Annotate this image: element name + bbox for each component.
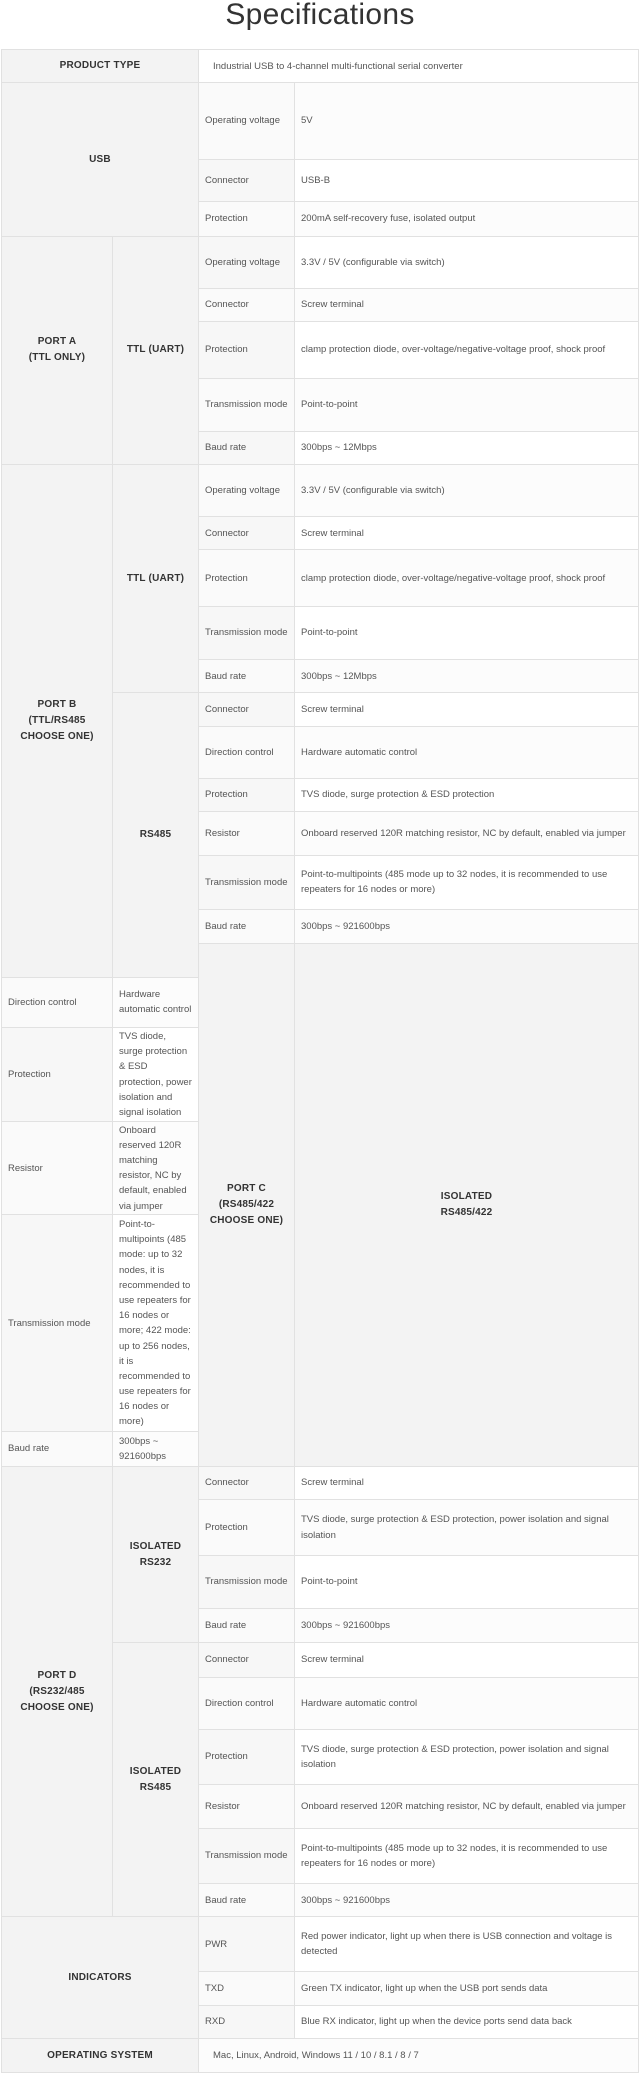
spec-value: Screw terminal: [295, 288, 639, 321]
spec-value: USB-B: [295, 159, 639, 202]
group-heading: TTL (UART): [113, 236, 199, 464]
spec-row: [2, 1917, 639, 1972]
spec-label: Protection: [199, 778, 295, 811]
spec-value: clamp protection diode, over-voltage/negative-voltage proof, shock proof: [295, 550, 639, 607]
spec-label: Connector: [199, 1643, 295, 1678]
spec-row: [2, 2039, 639, 2073]
spec-label: Baud rate: [199, 1883, 295, 1916]
spec-label: Transmission mode: [199, 378, 295, 431]
spec-label: Protection: [199, 321, 295, 378]
spec-label: Resistor: [199, 1785, 295, 1829]
spec-value: Red power indicator, light up when there is USB connection and voltage is detected: [295, 1917, 639, 1972]
spec-label: Transmission mode: [199, 607, 295, 660]
spec-value: Point-to-point: [295, 607, 639, 660]
spec-value: 300bps ~ 12Mbps: [295, 431, 639, 464]
spec-value: 300bps ~ 12Mbps: [295, 659, 639, 692]
spec-row: [2, 1466, 639, 1499]
spec-value: 300bps ~ 921600bps: [295, 1883, 639, 1916]
group-heading: PRODUCT TYPE: [2, 50, 199, 83]
spec-value: Green TX indicator, light up when the USB port sends data: [295, 1972, 639, 2005]
spec-label: Protection: [2, 1028, 113, 1122]
group-heading: PORT B (TTL/RS485 CHOOSE ONE): [2, 465, 113, 978]
spec-value: clamp protection diode, over-voltage/negative-voltage proof, shock proof: [295, 321, 639, 378]
spec-label: Protection: [199, 1500, 295, 1556]
group-heading: INDICATORS: [2, 1917, 199, 2039]
spec-value: Point-to-point: [295, 378, 639, 431]
spec-value: TVS diode, surge protection & ESD protection, power isolation and signal isolation: [295, 1500, 639, 1556]
spec-label: Protection: [199, 550, 295, 607]
group-heading: RS485: [113, 693, 199, 977]
spec-label: TXD: [199, 1972, 295, 2005]
spec-label: Operating voltage: [199, 465, 295, 517]
spec-value: 200mA self-recovery fuse, isolated output: [295, 202, 639, 237]
spec-value: Industrial USB to 4-channel multi-functional serial converter: [199, 50, 639, 83]
specifications-table: [1, 49, 639, 2073]
spec-row: [2, 83, 639, 159]
spec-label: Transmission mode: [2, 1215, 113, 1432]
spec-label: Transmission mode: [199, 1829, 295, 1884]
group-heading: ISOLATED RS232: [113, 1466, 199, 1643]
spec-label: Baud rate: [199, 659, 295, 692]
spec-label: Operating voltage: [199, 83, 295, 159]
spec-value: Point-to-point: [295, 1556, 639, 1609]
spec-value: Onboard reserved 120R matching resistor, NC by default, enabled via jumper: [295, 812, 639, 856]
spec-value: TVS diode, surge protection & ESD protection, power isolation and signal isolation: [113, 1028, 199, 1122]
spec-value: TVS diode, surge protection & ESD protection, power isolation and signal isolation: [295, 1729, 639, 1785]
spec-label: Baud rate: [199, 1608, 295, 1643]
spec-value: Point-to-multipoints (485 mode up to 32 nodes, it is recommended to use repeaters for 16 nodes or more): [295, 855, 639, 909]
spec-label: Direction control: [199, 1677, 295, 1729]
spec-value: Hardware automatic control: [295, 1677, 639, 1729]
spec-value: 300bps ~ 921600bps: [295, 1608, 639, 1643]
spec-label: Transmission mode: [199, 1556, 295, 1609]
spec-label: Baud rate: [2, 1432, 113, 1467]
spec-label: RXD: [199, 2005, 295, 2038]
spec-value: Onboard reserved 120R matching resistor, NC by default, enabled via jumper: [295, 1785, 639, 1829]
group-heading: PORT A (TTL ONLY): [2, 236, 113, 464]
spec-value: 5V: [295, 83, 639, 159]
spec-row: [2, 236, 639, 288]
spec-label: Connector: [199, 516, 295, 549]
spec-value: Point-to-multipoints (485 mode: up to 32 nodes, it is recommended to use repeaters for 16 nodes or more; 422 mode: up to 256 nodes, it is recommended to use repeaters for 16 nodes or more): [113, 1215, 199, 1432]
spec-value: Hardware automatic control: [295, 726, 639, 778]
spec-label: Operating voltage: [199, 236, 295, 288]
spec-row: [2, 465, 639, 517]
spec-label: Direction control: [2, 977, 113, 1028]
spec-label: Transmission mode: [199, 855, 295, 909]
spec-value: 3.3V / 5V (configurable via switch): [295, 465, 639, 517]
spec-label: Protection: [199, 202, 295, 237]
spec-value: Mac, Linux, Android, Windows 11 / 10 / 8.1 / 8 / 7: [199, 2039, 639, 2073]
spec-value: Screw terminal: [295, 1466, 639, 1499]
spec-value: Blue RX indicator, light up when the device ports send data back: [295, 2005, 639, 2038]
spec-label: Protection: [199, 1729, 295, 1785]
spec-value: 300bps ~ 921600bps: [295, 909, 639, 944]
spec-value: 300bps ~ 921600bps: [113, 1432, 199, 1467]
spec-value: Onboard reserved 120R matching resistor, NC by default, enabled via jumper: [113, 1121, 199, 1215]
spec-label: Connector: [199, 288, 295, 321]
group-heading: ISOLATED RS485/422: [295, 944, 639, 1467]
spec-label: PWR: [199, 1917, 295, 1972]
group-heading: TTL (UART): [113, 465, 199, 693]
spec-value: 3.3V / 5V (configurable via switch): [295, 236, 639, 288]
group-heading: ISOLATED RS485: [113, 1643, 199, 1917]
spec-label: Baud rate: [199, 431, 295, 464]
spec-label: Connector: [199, 693, 295, 726]
page-title: Specifications: [225, 0, 415, 31]
spec-value: Hardware automatic control: [113, 977, 199, 1028]
spec-label: Connector: [199, 159, 295, 202]
spec-value: Screw terminal: [295, 516, 639, 549]
spec-row: [2, 50, 639, 83]
spec-value: TVS diode, surge protection & ESD protection: [295, 778, 639, 811]
group-heading: USB: [2, 83, 199, 236]
spec-label: Baud rate: [199, 909, 295, 944]
spec-value: Screw terminal: [295, 693, 639, 726]
spec-label: Connector: [199, 1466, 295, 1499]
spec-label: Resistor: [2, 1121, 113, 1215]
spec-value: Screw terminal: [295, 1643, 639, 1678]
spec-label: Resistor: [199, 812, 295, 856]
spec-label: Direction control: [199, 726, 295, 778]
group-heading: PORT D (RS232/485 CHOOSE ONE): [2, 1466, 113, 1917]
spec-value: Point-to-multipoints (485 mode up to 32 nodes, it is recommended to use repeaters for 16 nodes or more): [295, 1829, 639, 1884]
group-heading: OPERATING SYSTEM: [2, 2039, 199, 2073]
group-heading: PORT C (RS485/422 CHOOSE ONE): [199, 944, 295, 1467]
